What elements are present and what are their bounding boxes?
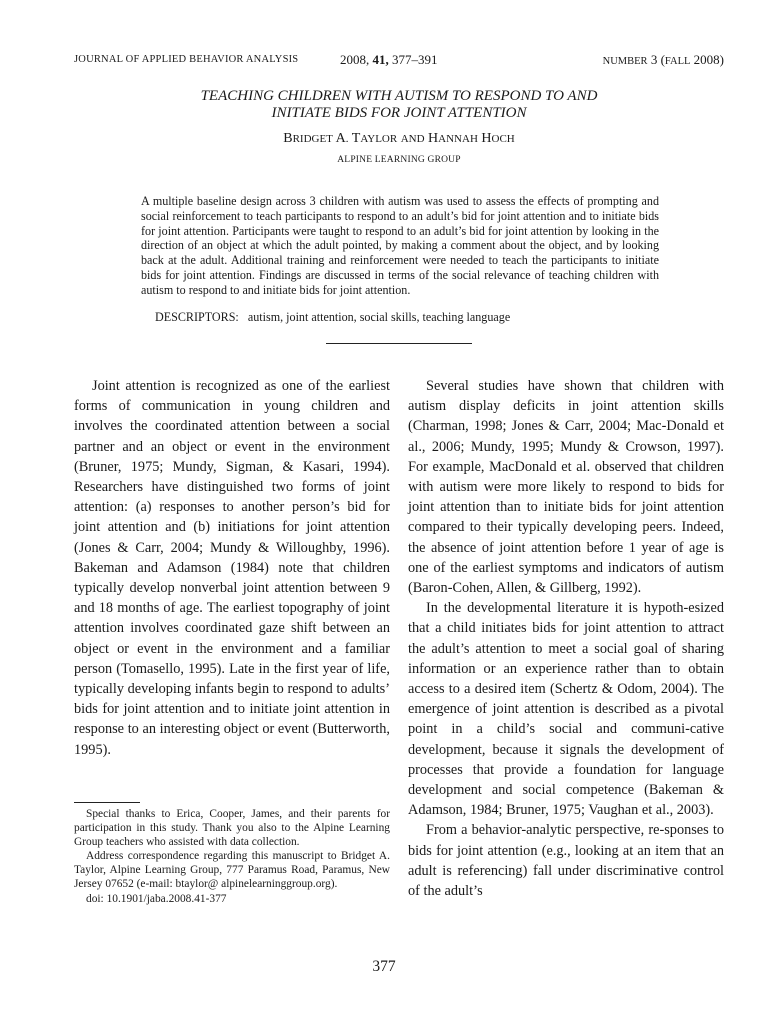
abstract-separator: [326, 343, 472, 344]
left-paragraph-1: Joint attention is recognized as one of the earliest forms of communication in young children and involves the coordinated attention between a social partner and an object or event in the environment (Bruner, 1975; Mundy, Sigman, & Kasari, 1994). Researchers have distinguished two forms of joint attention: (a) responses to another person’s bid for joint attention and (b) initiations for joint attention (Jones & Carr, 2004; Mundy & Willoughby, 1996). Bakeman and Adamson (1984) note that children typically develop nonverbal joint attention between 9 and 18 months of age. The earliest topography of joint attention involves coordinated gaze shift between an object or event in the environment and a familiar person (Tomasello, 1995). Late in the first year of life, typically developing infants begin to respond to adults’ bids for joint attention and to initiate joint attention in response to an interesting object or event (Butterworth, 1995).: [74, 378, 390, 758]
right-column: [408, 376, 724, 901]
issue-year: 2008): [693, 52, 724, 67]
running-head: [74, 52, 724, 70]
authors: BRIDGET A. TAYLOR AND HANNAH HOCH: [283, 131, 515, 146]
page-range: 377–391: [392, 52, 438, 67]
title-line-1: TEACHING CHILDREN WITH AUTISM TO RESPOND TO AND: [200, 88, 598, 104]
number-label: NUMBER: [602, 56, 648, 67]
footnote-rule: [74, 802, 140, 803]
descriptors-label: DESCRIPTORS:: [155, 310, 239, 324]
issue-number: 3: [650, 52, 658, 67]
right-paragraph-2: In the developmental literature it is hypoth-esized that a child initiates bids for joint attention to attract the adult’s attention to meet a social goal of sharing information or an experience rather than to obtain access to a desired item (Schertz & Odom, 2004). The emergence of joint attention is described as a pivotal point in a child’s social and communi-cative development, because it signals the development of processes that provide a foundation for language development and social competence (Bakeman & Adamson, 1984; Bruner, 1975; Vaughan et al., 2003).: [408, 600, 724, 819]
year: 2008,: [340, 52, 370, 67]
right-paragraph-1: Several studies have shown that children with autism display deficits in joint attention skills (Charman, 1998; Jones & Carr, 2004; Mac-Donald et al., 2006; Mundy, 1995; Mundy & Crowson, 1997). For example, MacDonald et al. observed that children with autism were more likely to respond to bids for joint attention than to initiate bids for joint attention compared to their typically developing peers. Indeed, the absence of joint attention before 1 year of age is one of the earliest symptoms and indicators of autism (Baron-Cohen, Allen, & Gillberg, 1992).: [408, 378, 724, 597]
issue-season: FALL: [664, 56, 691, 67]
abstract: A multiple baseline design across 3 children with autism was used to assess the effects of prompting and social reinforcement to teach participants to respond to an adult’s bid for joint attention and to initiate bids for joint attention. Participants were taught to respond to an adult’s bid for joint attention by looking in the direction of an object at which the adult pointed, by making a comment about the object, and by looking back at the adult. Additional training and reinforcement were needed to teach the participants to initiate bids for joint attention. Findings are discussed in terms of the social relevance of teaching children with autism to respond to and initiate bids for joint attention.: [141, 194, 659, 297]
footnote-doi: doi: 10.1901/jaba.2008.41-377: [86, 892, 227, 905]
right-paragraph-3: From a behavior-analytic perspective, re-sponses to bids for joint attention (e.g., looking at an item that an adult is referencing) fall under discriminative control of the adult’s: [408, 822, 724, 900]
footnote-correspondence: Address correspondence regarding this manuscript to Bridget A. Taylor, Alpine Learning Group, 777 Paramus Road, Paramus, New Jersey 07652 (e-mail: btaylor@ alpinelearninggroup.org).: [74, 850, 390, 891]
descriptors: [141, 310, 659, 325]
citation: [340, 52, 438, 68]
affiliation: ALPINE LEARNING GROUP: [337, 155, 461, 165]
left-column: [74, 376, 390, 760]
article-title: [74, 88, 724, 122]
volume: 41,: [372, 52, 389, 67]
issue-open: (: [660, 52, 665, 67]
descriptors-text: autism, joint attention, social skills, teaching language: [247, 310, 511, 324]
footnote-thanks: Special thanks to Erica, Cooper, James, and their parents for participation in this study. Thank you also to the Alpine Learning Group teachers who assisted with data collection.: [74, 808, 390, 849]
issue-info: [603, 52, 724, 68]
journal-name: JOURNAL OF APPLIED BEHAVIOR ANALYSIS: [74, 54, 299, 65]
footnotes: [74, 807, 390, 906]
title-line-2: INITIATE BIDS FOR JOINT ATTENTION: [271, 105, 527, 121]
page-number: 377: [372, 958, 396, 975]
